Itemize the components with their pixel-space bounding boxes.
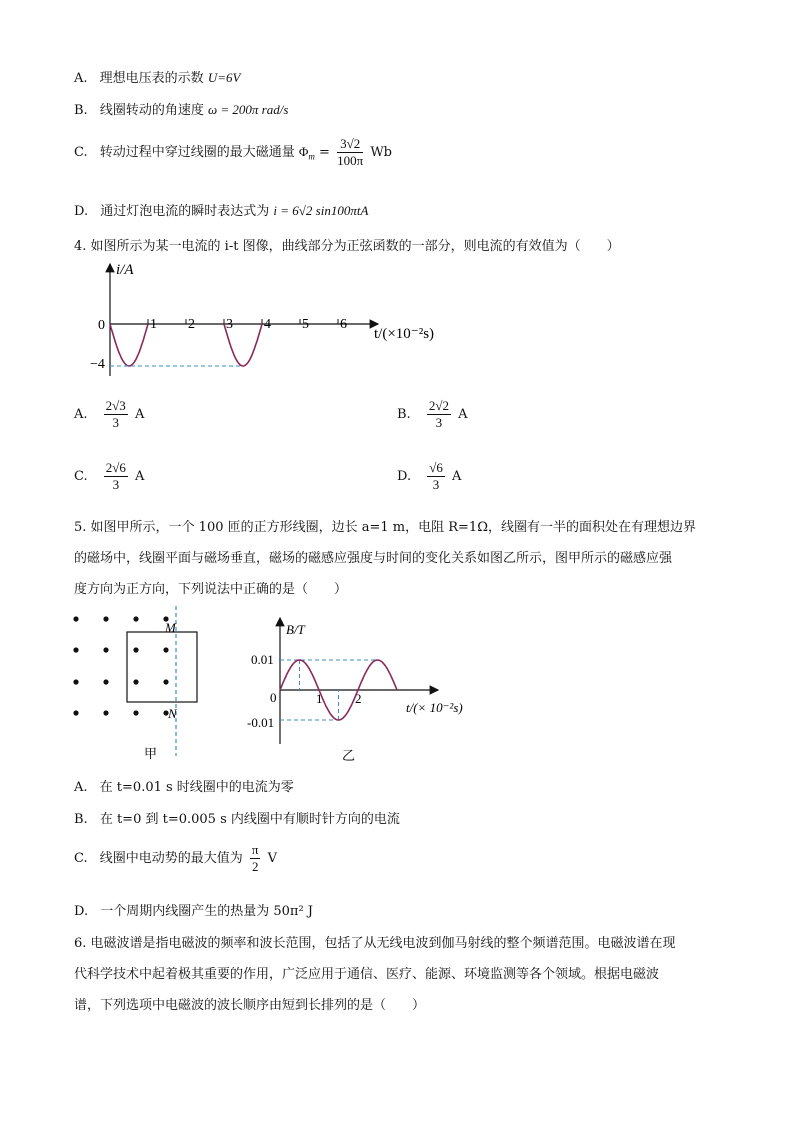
q3-option-a[interactable]	[74, 67, 240, 86]
option-math-sub: m	[308, 151, 315, 162]
field-dot	[133, 647, 138, 652]
option-math: U=6V	[207, 70, 241, 85]
q5-option-a[interactable]	[74, 776, 294, 795]
label-m: M	[165, 620, 176, 635]
option-text: 转动过程中穿过线圈的最大磁通量	[99, 145, 299, 160]
ytick-pos-label: 0.01	[251, 652, 274, 667]
x-tick-label: 2	[188, 317, 195, 332]
option-unit: V	[267, 851, 278, 866]
option-unit: A	[135, 469, 145, 484]
fraction-numerator: 2√2	[428, 398, 449, 413]
option-label: A.	[74, 780, 88, 795]
origin-label: 0	[98, 318, 105, 333]
field-dot	[103, 710, 108, 715]
fraction-numerator: 2√6	[105, 460, 126, 475]
label-n: N	[168, 706, 177, 721]
option-text: 通过灯泡电流的瞬时表达式为	[100, 204, 274, 219]
q6-stem-line-3: 谱，下列选项中电磁波的波长顺序由短到长排列的是（ ）	[74, 998, 426, 1013]
option-unit: A	[458, 407, 468, 422]
q4-option-c[interactable]	[74, 460, 144, 493]
q3-option-c[interactable]	[74, 136, 392, 169]
x-axis-label: t/(× 10⁻²s)	[406, 700, 463, 715]
fraction	[104, 398, 128, 431]
q4-graph	[84, 258, 464, 380]
x-tick-label: 1	[150, 317, 157, 332]
fraction-numerator: π	[251, 842, 259, 857]
option-math: Φ	[298, 144, 309, 159]
option-text: 线圈转动的角速度	[99, 103, 208, 118]
option-text: 在 t=0.01 s 时线圈中的电流为零	[99, 780, 294, 795]
field-dot	[133, 679, 138, 684]
q5-figure-jia	[64, 606, 204, 766]
fraction	[427, 398, 451, 431]
q5-option-c[interactable]	[74, 842, 277, 875]
q5-stem-line-1: 5. 如图甲所示，一个 100 匝的正方形线圈，边长 a=1 m，电阻 R=1Ω，线圈有一半的面积处在有理想边界	[74, 520, 696, 535]
field-dot	[73, 647, 78, 652]
field-dot	[133, 710, 138, 715]
fraction-denominator: 100π	[337, 153, 364, 168]
figure-caption-yi: 乙	[342, 748, 356, 763]
magnetic-field-dots	[73, 616, 168, 715]
fraction-denominator: 3	[112, 477, 120, 492]
option-label: D.	[74, 904, 89, 919]
option-text: 理想电压表的示数	[99, 71, 208, 86]
option-label: C.	[74, 469, 88, 484]
fraction-numerator: √6	[429, 460, 443, 475]
q3-option-d[interactable]	[74, 200, 368, 219]
option-unit: A	[452, 469, 462, 484]
y-axis-label: i/A	[116, 262, 134, 278]
fraction-denominator: 3	[112, 415, 119, 430]
x-tick-label: 2	[355, 691, 362, 706]
fraction-denominator: 2	[251, 859, 259, 874]
option-math: ω = 200π rad/s	[207, 102, 289, 117]
option-label: D.	[397, 469, 412, 484]
ytick-neg-label: -0.01	[247, 715, 275, 730]
fraction	[337, 136, 363, 169]
field-dot	[103, 616, 108, 621]
field-dot	[73, 616, 78, 621]
q4-option-d[interactable]	[397, 460, 461, 493]
option-label: C.	[74, 851, 88, 866]
q5-option-b[interactable]	[74, 808, 400, 827]
x-tick-label: 6	[340, 317, 347, 332]
origin-label: 0	[270, 690, 277, 705]
q4-stem: 4. 如图所示为某一电流的 i-t 图像，曲线部分为正弦函数的一部分，则电流的有效值为（ ）	[74, 239, 620, 254]
fraction-denominator: 3	[432, 477, 440, 492]
fraction	[104, 460, 128, 493]
option-label: B.	[397, 407, 411, 422]
fraction	[250, 842, 261, 875]
option-math: i = 6√2 sin100πtA	[273, 203, 369, 218]
option-label: B.	[74, 103, 88, 118]
option-unit: A	[134, 407, 145, 422]
x-axis-label: t/(×10⁻²s)	[374, 326, 435, 342]
x-tick-label: 5	[302, 317, 309, 332]
x-tick-label: 3	[226, 317, 233, 332]
option-text: 在 t=0 到 t=0.005 s 内线圈中有顺时针方向的电流	[99, 812, 400, 827]
q3-option-b[interactable]	[74, 99, 288, 118]
q5-stem-line-3: 度方向为正方向，下列说法中正确的是（ ）	[74, 582, 348, 597]
option-label: B.	[74, 812, 88, 827]
figure-caption-jia: 甲	[144, 746, 158, 761]
option-unit: Wb	[370, 145, 392, 160]
fraction-numerator: 2√3	[105, 398, 126, 413]
q6-stem-line-1: 6. 电磁波谱是指电磁波的频率和波长范围，包括了从无线电波到伽马射线的整个频谱范围。电磁波谱在现	[74, 936, 676, 951]
field-dot	[163, 679, 168, 684]
field-dot	[133, 616, 138, 621]
ymin-label: −4	[90, 357, 105, 372]
field-dot	[103, 679, 108, 684]
fraction	[427, 460, 445, 493]
option-label: A.	[74, 407, 88, 422]
q5-option-d[interactable]	[74, 900, 313, 919]
q5-graph-yi	[246, 612, 476, 768]
fraction-numerator: 3√2	[337, 136, 363, 153]
q6-stem-line-2: 代科学技术中起着极其重要的作用，广泛应用于通信、医疗、能源、环境监测等各个领域。根据电磁波	[74, 967, 660, 982]
option-label: C.	[74, 145, 88, 160]
fraction-denominator: 3	[435, 415, 443, 430]
field-dot	[103, 647, 108, 652]
field-dot	[163, 647, 168, 652]
option-text: 一个周期内线圈产生的热量为 50π² J	[100, 904, 314, 919]
q4-option-a[interactable]	[74, 398, 144, 431]
x-tick-label: 1	[316, 691, 323, 706]
q4-option-b[interactable]	[397, 398, 468, 431]
field-dot	[73, 710, 78, 715]
square-coil	[127, 632, 197, 702]
y-axis-label: B/T	[286, 622, 305, 637]
field-dot	[73, 679, 78, 684]
current-curve-lobe-1	[110, 324, 148, 366]
option-label: D.	[74, 204, 89, 219]
option-text: 线圈中电动势的最大值为	[99, 851, 247, 866]
x-tick-label: 4	[264, 317, 271, 332]
q5-stem-line-2: 的磁场中，线圈平面与磁场垂直，磁场的磁感应强度与时间的变化关系如图乙所示，图甲所示的磁感应强	[74, 551, 673, 566]
option-math-eq: =	[314, 145, 335, 160]
option-label: A.	[74, 71, 88, 86]
